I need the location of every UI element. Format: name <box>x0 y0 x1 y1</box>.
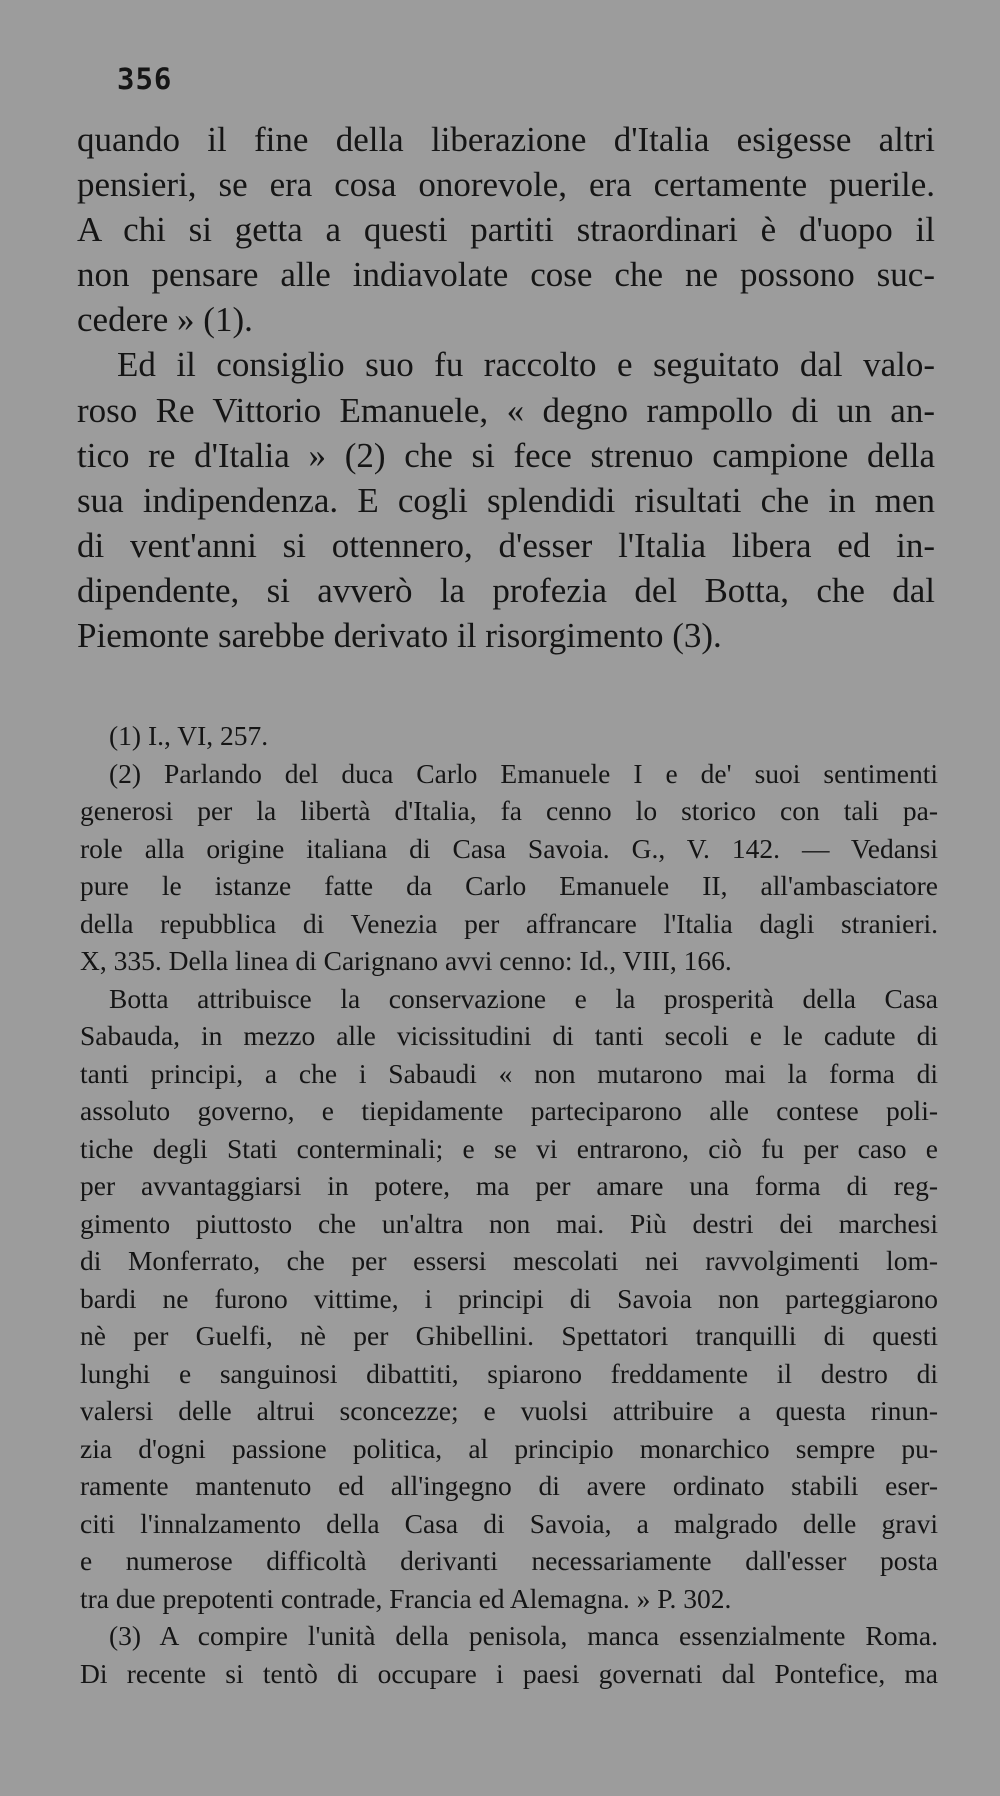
footnote-line: generosi per la libertà d'Italia, fa cenno lo storico con tali pa- <box>80 795 938 826</box>
footnote-line: di Monferrato, che per essersi mescolati nei ravvolgimenti lom- <box>80 1245 938 1276</box>
footnote-line: tanti principi, a che i Sabaudi « non mutarono mai la forma di <box>80 1058 938 1089</box>
footnote-line: e numerose difficoltà derivanti necessariamente dall'esser posta <box>80 1545 938 1576</box>
page-number: 356 <box>117 62 173 96</box>
text-line: non pensare alle indiavolate cose che ne possono suc- <box>77 255 935 294</box>
text-line: roso Re Vittorio Emanuele, « degno rampollo di un an- <box>77 391 935 430</box>
footnote-line: ramente mantenuto ed all'ingegno di avere ordinato stabili eser- <box>80 1470 938 1501</box>
footnote-line: Sabauda, in mezzo alle vicissitudini di tanti secoli e le cadute di <box>80 1020 938 1051</box>
footnote-line: zia d'ogni passione politica, al principio monarchico sempre pu- <box>80 1433 938 1464</box>
footnote-line: citi l'innalzamento della Casa di Savoia, a malgrado delle gravi <box>80 1508 938 1539</box>
footnote-line: nè per Guelfi, nè per Ghibellini. Spettatori tranquilli di questi <box>80 1320 938 1351</box>
text-line: tico re d'Italia » (2) che si fece strenuo campione della <box>77 436 935 475</box>
text-line: sua indipendenza. E cogli splendidi risultati che in men <box>77 481 935 520</box>
footnote-line: della repubblica di Venezia per affrancare l'Italia dagli stranieri. <box>80 908 938 939</box>
footnote-line: (2) Parlando del duca Carlo Emanuele I e de' suoi sentimenti <box>109 758 938 789</box>
footnote-line: role alla origine italiana di Casa Savoia. G., V. 142. — Vedansi <box>80 833 938 864</box>
footnote-line: valersi delle altrui sconcezze; e vuolsi attribuire a questa rinun- <box>80 1395 938 1426</box>
footnote-line: gimento piuttosto che un'altra non mai. Più destri dei marchesi <box>80 1208 938 1239</box>
footnote-line: tiche degli Stati conterminali; e se vi entrarono, ciò fu per caso e <box>80 1133 938 1164</box>
text-line: Piemonte sarebbe derivato il risorgimento (3). <box>77 616 722 655</box>
text-line: A chi si getta a questi partiti straordinari è d'uopo il <box>77 210 935 249</box>
text-line: Ed il consiglio suo fu raccolto e seguitato dal valo- <box>117 345 935 384</box>
footnote-line: lunghi e sanguinosi dibattiti, spiarono freddamente il destro di <box>80 1358 938 1389</box>
footnote-line: bardi ne furono vittime, i principi di Savoia non parteggiarono <box>80 1283 938 1314</box>
text-line: pensieri, se era cosa onorevole, era certamente puerile. <box>77 165 935 204</box>
footnote-line: per avvantaggiarsi in potere, ma per amare una forma di reg- <box>80 1170 938 1201</box>
footnote-line: Di recente si tentò di occupare i paesi governati dal Pontefice, ma <box>80 1658 938 1689</box>
footnote-line: assoluto governo, e tiepidamente parteciparono alle contese poli- <box>80 1095 938 1126</box>
footnote-line: tra due prepotenti contrade, Francia ed Alemagna. » P. 302. <box>80 1583 732 1614</box>
footnote-line: pure le istanze fatte da Carlo Emanuele II, all'ambasciatore <box>80 870 938 901</box>
footnote-line: (1) I., VI, 257. <box>109 720 269 751</box>
footnote-line: (3) A compire l'unità della penisola, manca essenzialmente Roma. <box>109 1620 938 1651</box>
footnote-line: Botta attribuisce la conservazione e la prosperità della Casa <box>109 983 938 1014</box>
text-line: di vent'anni si ottennero, d'esser l'Italia libera ed in- <box>77 526 935 565</box>
text-line: dipendente, si avverò la profezia del Botta, che dal <box>77 571 935 610</box>
text-line: quando il fine della liberazione d'Italia esigesse altri <box>77 120 935 159</box>
footnote-line: X, 335. Della linea di Carignano avvi cenno: Id., VIII, 166. <box>80 945 732 976</box>
text-line: cedere » (1). <box>77 300 253 339</box>
